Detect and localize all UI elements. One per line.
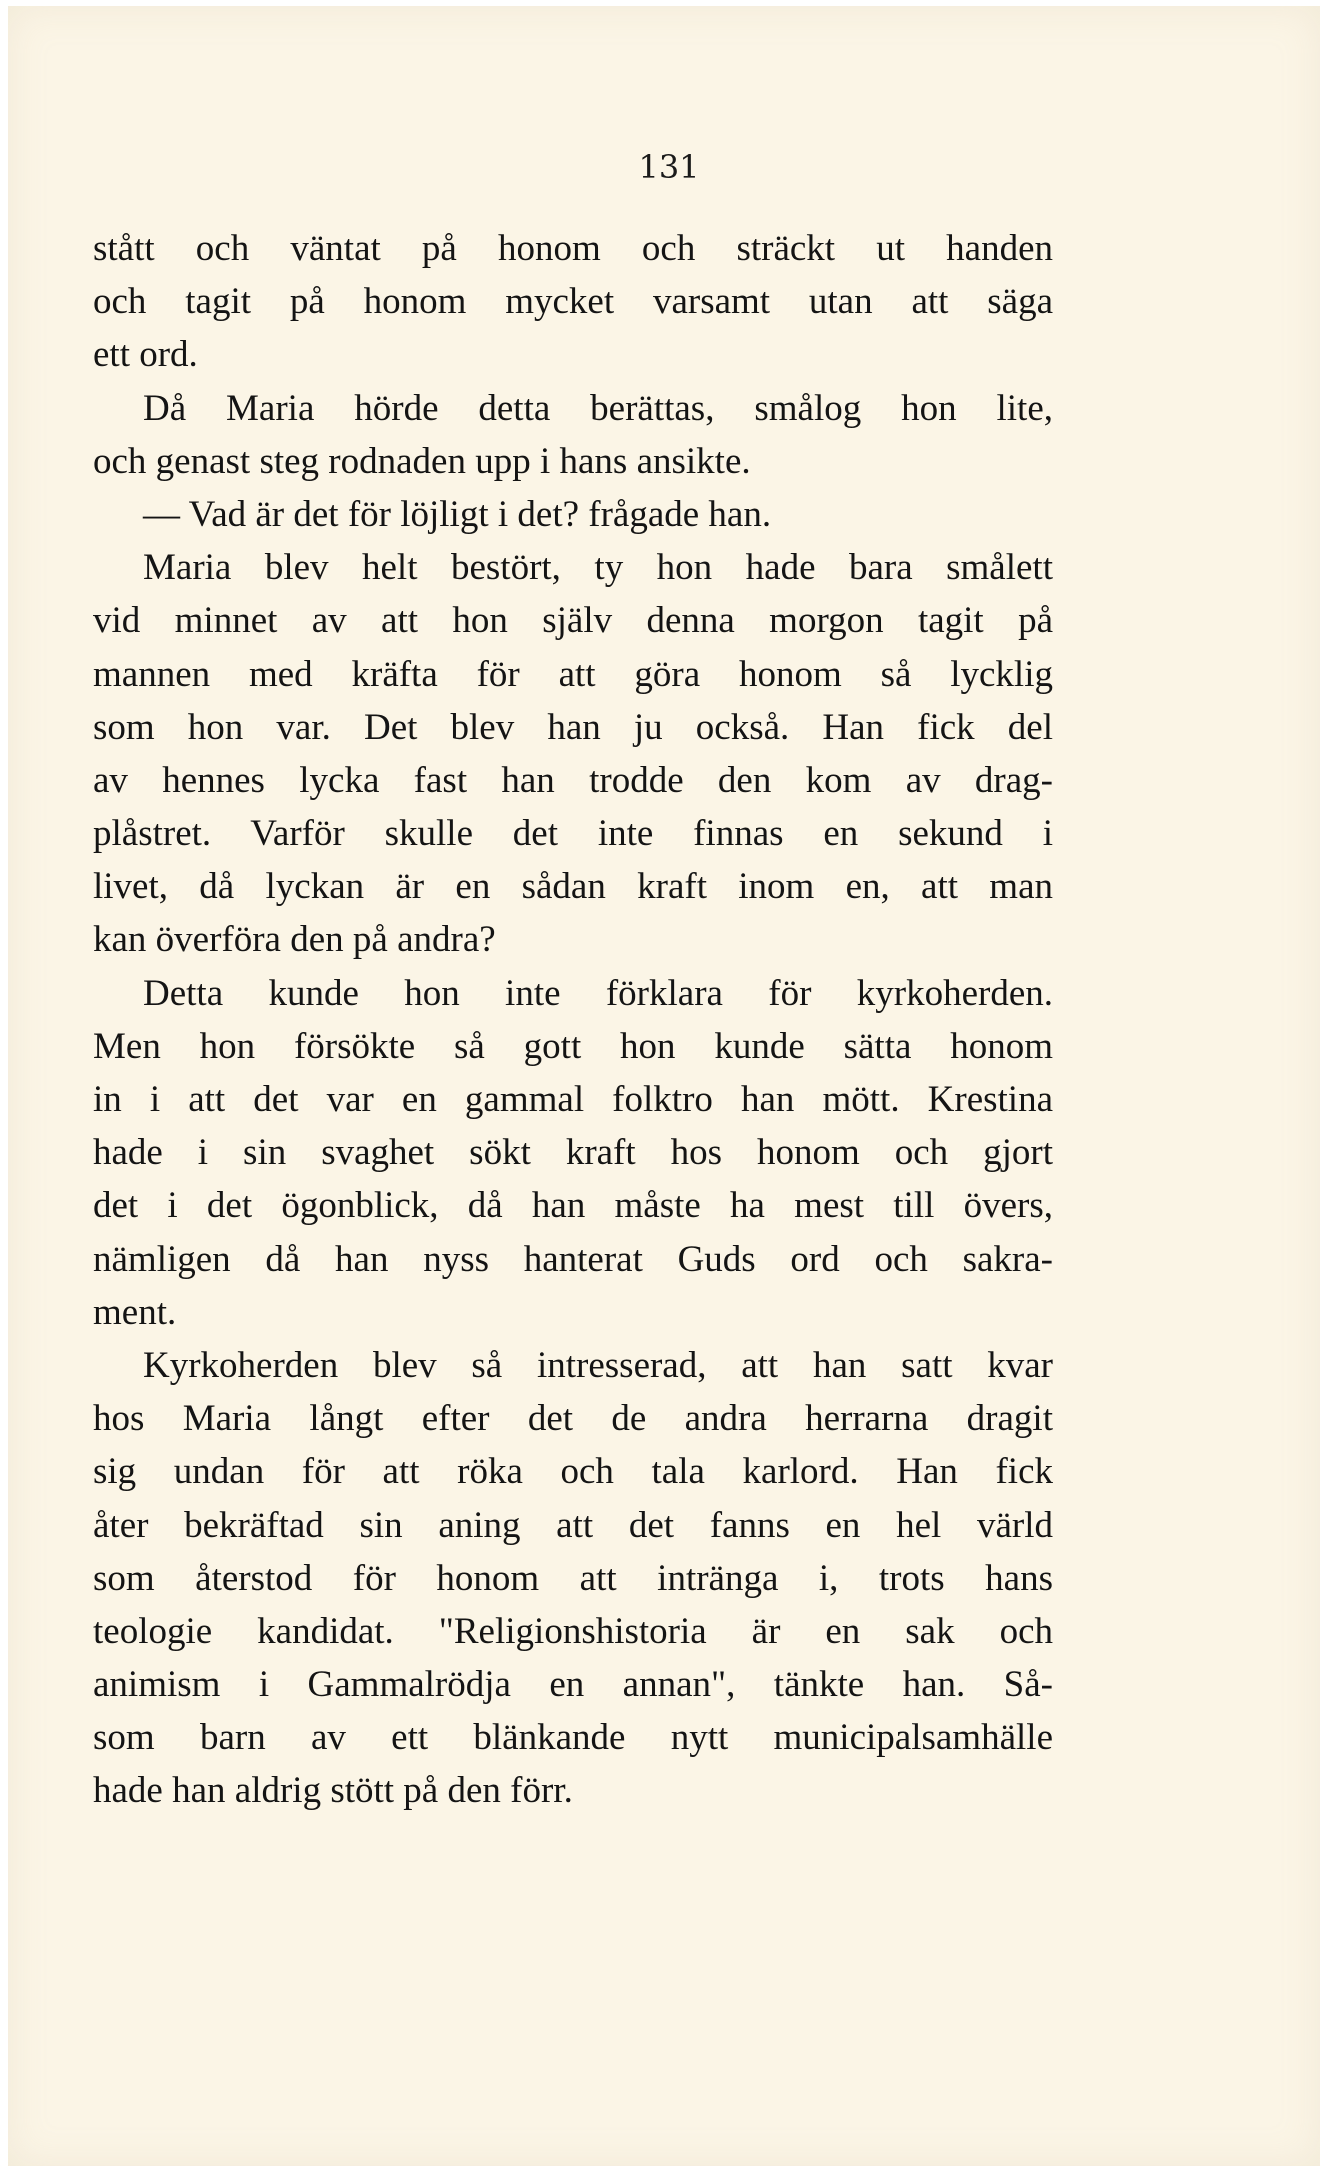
body-text [93,222,1053,1818]
text-line: livet, då lyckan är en sådan kraft inom en, att man [93,866,1053,908]
text-line: mannen med kräfta för att göra honom så lycklig [93,653,1053,695]
text-line: plåstret. Varför skulle det inte finnas en sekund i [93,813,1053,855]
text-line: stått och väntat på honom och sträckt ut handen [93,228,1053,269]
book-page [8,6,1320,2166]
text-line: Maria blev helt bestört, ty hon hade bara smålett [143,547,1053,589]
text-line: som barn av ett blänkande nytt municipalsamhälle [93,1717,1053,1759]
text-line: kan överföra den på andra? [93,919,496,961]
text-line: nämligen då han nyss hanterat Guds ord och sakra- [93,1238,1053,1280]
text-line: av hennes lycka fast han trodde den kom av drag- [93,759,1053,801]
text-line: ett ord. [93,334,198,376]
text-line: Men hon försökte så gott hon kunde sätta honom [93,1025,1053,1067]
text-line: animism i Gammalrödja en annan", tänkte han. Så- [93,1664,1053,1706]
text-line: som hon var. Det blev han ju också. Han fick del [93,706,1053,748]
text-line: teologie kandidat. "Religionshistoria är en sak och [93,1610,1053,1652]
text-line: och genast steg rodnaden upp i hans ansikte. [93,440,751,482]
text-line: in i att det var en gammal folktro han mött. Krestina [93,1079,1053,1120]
text-line: som återstod för honom att intränga i, trots hans [93,1557,1053,1599]
text-line: vid minnet av att hon själv denna morgon tagit på [93,600,1053,642]
page-number: 131 [638,148,700,186]
text-line: sig undan för att röka och tala karlord. Han fick [93,1451,1053,1493]
text-line: Detta kunde hon inte förklara för kyrkoherden. [143,972,1053,1014]
text-line: hos Maria långt efter det de andra herrarna dragit [93,1398,1053,1440]
text-line: Kyrkoherden blev så intresserad, att han satt kvar [143,1344,1053,1386]
text-line: — Vad är det för löjligt i det? frågade han. [143,493,772,535]
text-line: hade han aldrig stött på den förr. [93,1770,573,1812]
text-line: Då Maria hörde detta berättas, smålog hon lite, [143,387,1053,429]
text-line: och tagit på honom mycket varsamt utan att säga [93,281,1053,323]
text-line: hade i sin svaghet sökt kraft hos honom och gjort [93,1132,1053,1174]
text-line: åter bekräftad sin aning att det fanns en hel värld [93,1504,1053,1546]
text-line: ment. [93,1291,177,1333]
text-line: det i det ögonblick, då han måste ha mest till övers, [93,1185,1053,1227]
